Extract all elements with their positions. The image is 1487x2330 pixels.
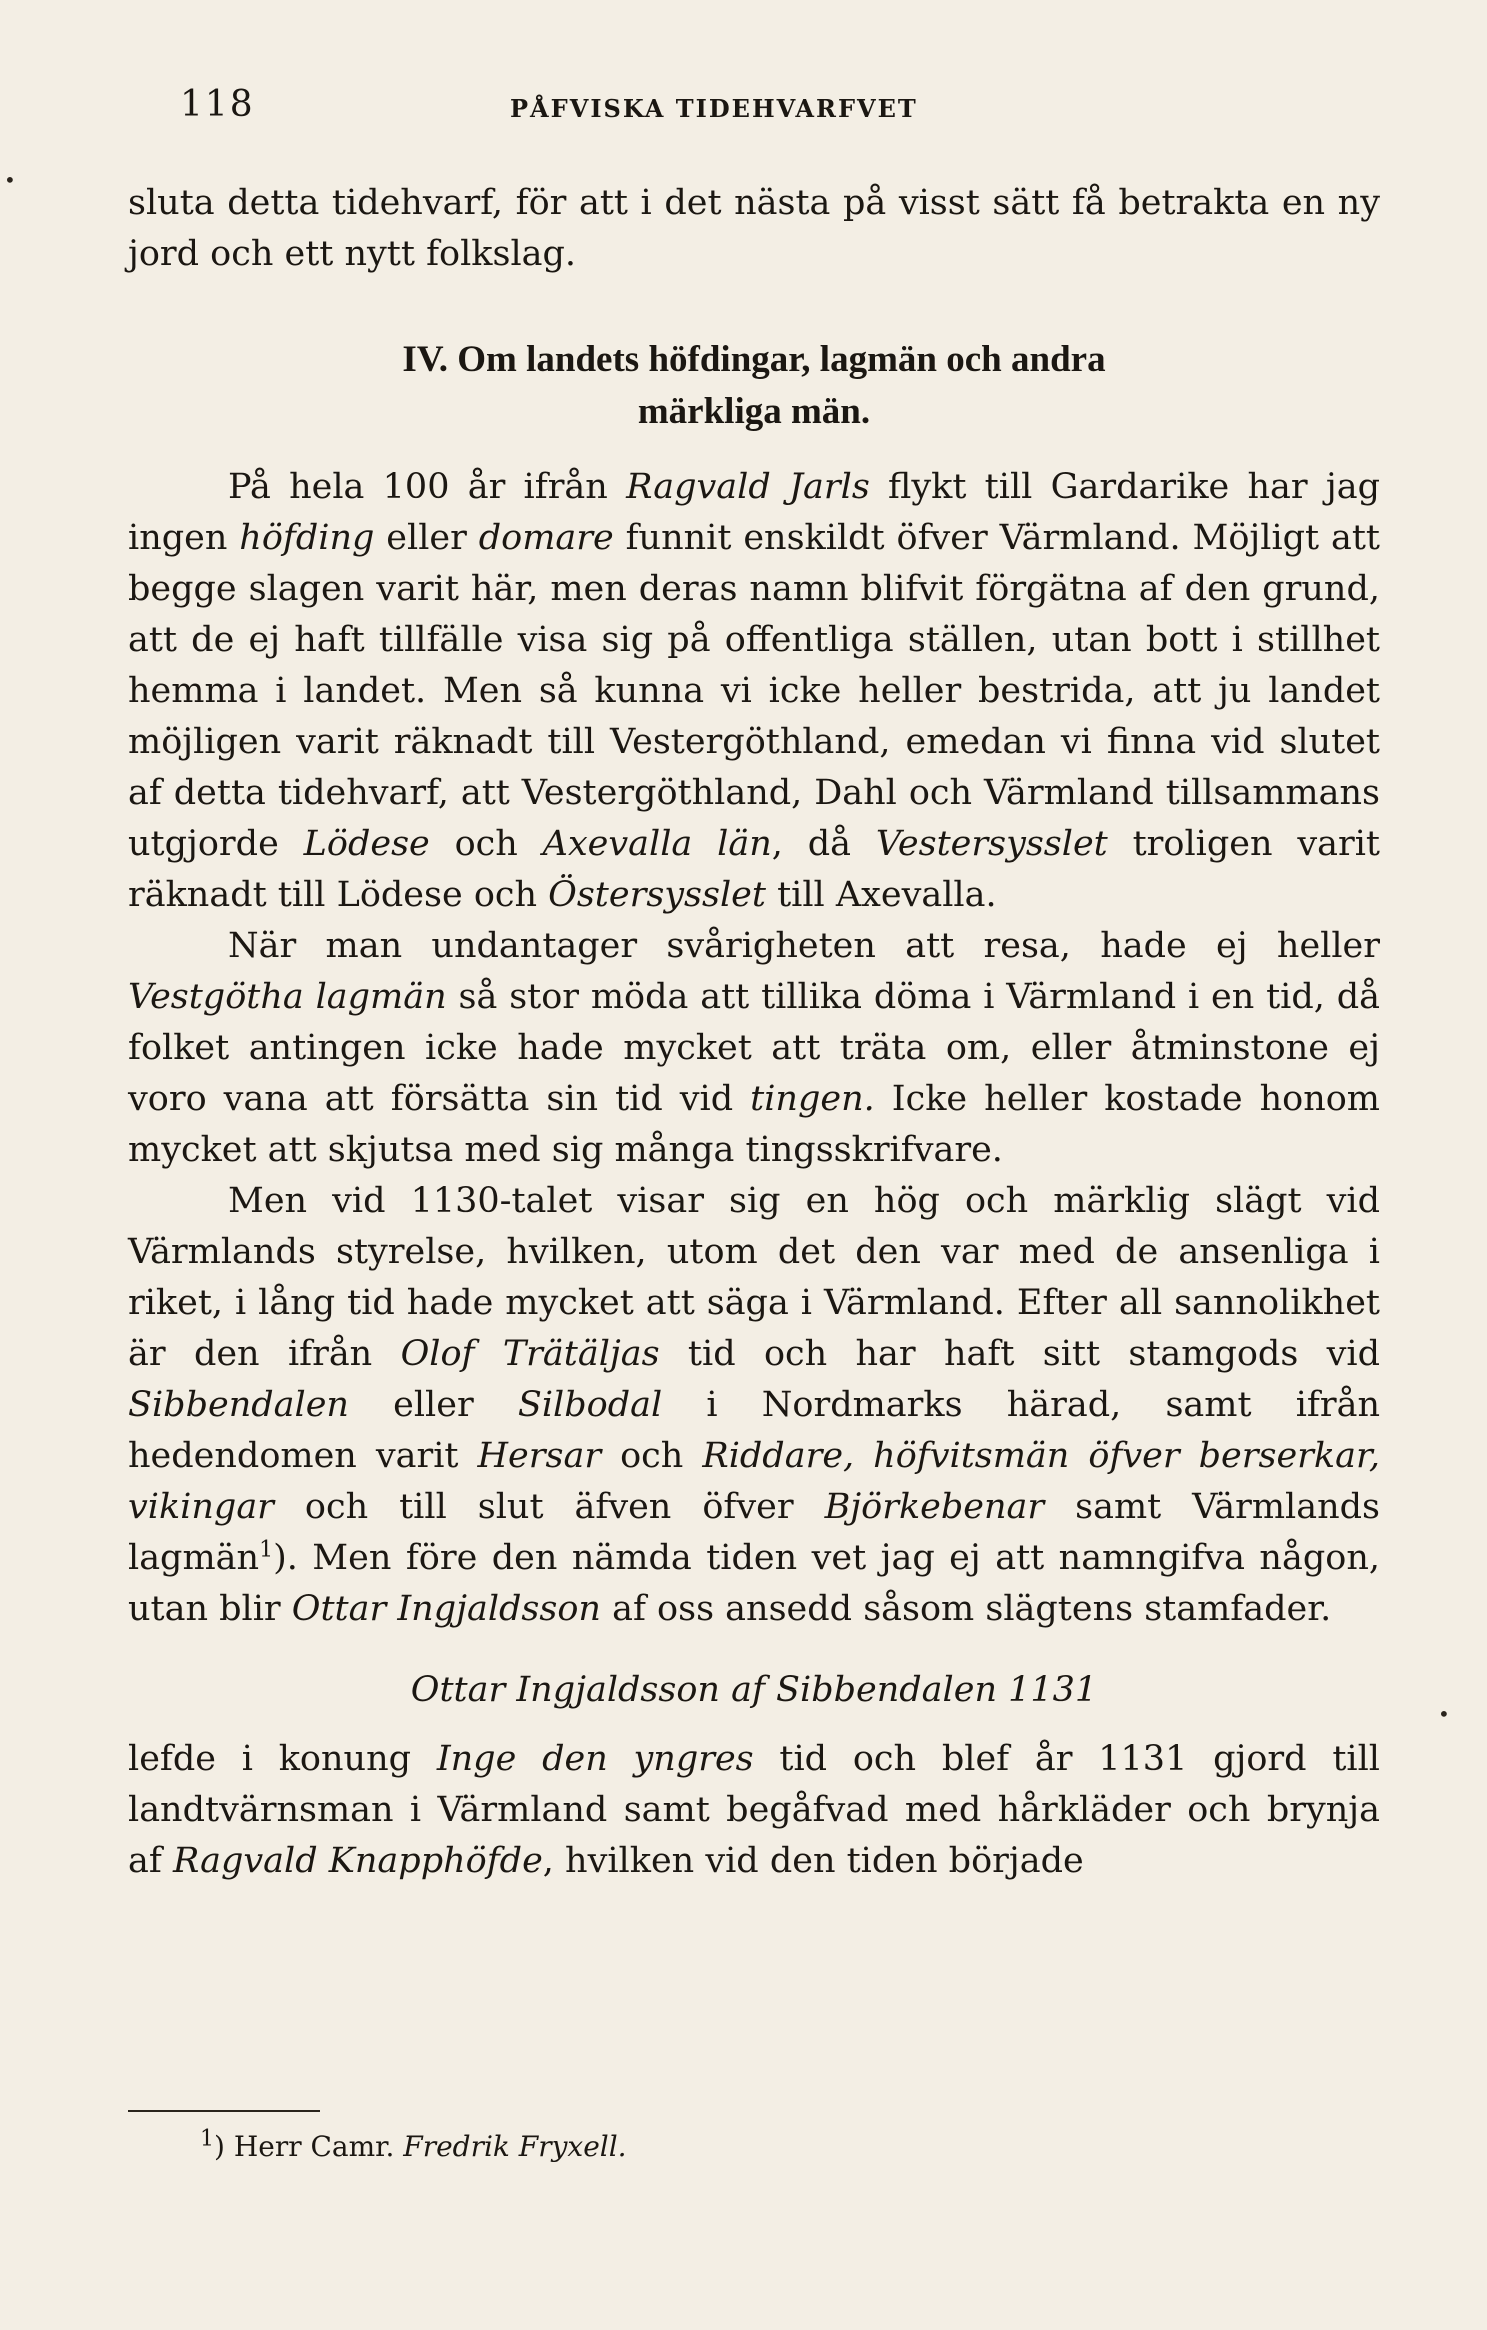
section-title-line-1: IV. Om landets höfdingar, lagmän och andra <box>402 339 1106 380</box>
text-run: och till slut äfven öfver <box>273 1487 825 1527</box>
italic-run: Östersysslet <box>548 875 766 915</box>
paragraph-1 <box>128 462 1380 921</box>
paragraph-3 <box>128 1176 1380 1635</box>
footnote-marker: 1 <box>200 2126 214 2152</box>
italic-run: Vestgötha lagmän <box>128 977 447 1017</box>
text-run: , då <box>771 824 876 864</box>
paragraph-2 <box>128 921 1380 1176</box>
running-head: PÅFVISKA TIDEHVARFVET <box>510 94 918 123</box>
page-speck: • <box>1438 1702 1450 1726</box>
text-run: till Axevalla. <box>765 875 997 915</box>
italic-run: Ottar Ingjaldsson <box>291 1589 601 1629</box>
text-run: så stor möda att tillika döma i Värmland i en tid, då folket antingen icke hade mycket att träta om, eller åtminstone ej voro vana att försätta sin tid vid <box>128 977 1380 1119</box>
text-run: Icke heller kostade honom mycket att skjutsa med sig många tingsskrifvare. <box>128 1079 1380 1170</box>
text-run: eller <box>348 1385 518 1425</box>
italic-run: Ragvald Knapphöfde <box>172 1841 543 1881</box>
italic-run: domare <box>478 518 614 558</box>
section-title-line-2: märkliga män. <box>637 391 871 432</box>
text-run: troligen varit räknadt till Lödese och <box>128 824 1380 915</box>
text-run: tid och blef år 1131 gjord till landtvärnsman i Värmland samt begåfvad med hårkläder och brynja af <box>128 1739 1380 1881</box>
text-run: När man undantager svårigheten att resa, hade ej heller <box>228 926 1380 966</box>
italic-run: Hersar <box>477 1436 602 1476</box>
page-body <box>128 178 1380 1887</box>
text-run: af oss ansedd såsom slägtens stamfader. <box>600 1589 1332 1629</box>
page-number: 118 <box>180 84 255 125</box>
section-title <box>188 334 1320 438</box>
italic-run: Sibbendalen <box>128 1385 349 1425</box>
footnote <box>200 2126 627 2163</box>
page-speck: • <box>4 168 16 192</box>
text-run: , hvilken vid den tiden började <box>542 1841 1084 1881</box>
footnote-divider <box>128 2110 320 2112</box>
text-run: funnit enskildt öfver Värmland. Möjligt att begge slagen varit här, men deras namn blifvit förgätna af den grund, att de ej haft tillfälle visa sig på offentliga ställen, utan bott i stillhet hemma i landet. Men så kunna vi icke heller bestrida, att ju landet möjligen varit räknadt till Vestergöthland, emedan vi finna vid slutet af detta tidehvarf, att Vestergöthland, Dahl och Värmland tillsammans utgjorde <box>128 518 1380 864</box>
text-run: i Nordmarks härad, samt ifrån hedendomen varit <box>128 1385 1381 1476</box>
text-run: eller <box>374 518 479 558</box>
italic-run: Riddare, höfvitsmän öfver berserkar, vikingar <box>128 1436 1380 1527</box>
italic-run: höfding <box>239 518 375 558</box>
italic-run: Vestersysslet <box>875 824 1108 864</box>
text-run: och <box>429 824 543 864</box>
text-run: lefde i konung <box>128 1739 437 1779</box>
italic-run: Björkebenar <box>824 1487 1045 1527</box>
text-run: ) Herr Camr. <box>214 2130 404 2163</box>
subheading: Ottar Ingjaldsson af Sibbendalen 1131 <box>410 1670 1098 1710</box>
italic-run: Inge den yngres <box>436 1739 754 1779</box>
text-run: och <box>601 1436 703 1476</box>
italic-run: Lödese <box>303 824 430 864</box>
italic-run: Axevalla län <box>542 824 772 864</box>
paragraph-continuation: sluta detta tidehvarf, för att i det nästa på visst sätt få betrakta en ny jord och ett nytt folkslag. <box>128 183 1380 274</box>
footnote-reference[interactable]: 1 <box>259 1537 274 1563</box>
italic-run: Olof Trätäljas <box>400 1334 660 1374</box>
text-run: samt Värmlands lagmän <box>128 1487 1380 1578</box>
italic-run: Silbodal <box>517 1385 663 1425</box>
italic-run: Fredrik Fryxell. <box>403 2130 627 2163</box>
page-header <box>180 84 1320 134</box>
text-run: ). Men före den nämda tiden vet jag ej att namngifva någon, utan blir <box>128 1538 1380 1629</box>
italic-run: Ragvald Jarls <box>626 467 870 507</box>
text-run: flykt till Gardarike har jag ingen <box>128 467 1381 558</box>
paragraph-4 <box>128 1734 1380 1887</box>
text-run: tid och har haft sitt stamgods vid <box>659 1334 1381 1374</box>
italic-run: tingen. <box>750 1079 875 1119</box>
text-run: Men vid 1130-talet visar sig en hög och märklig slägt vid Värmlands styrelse, hvilken, utom det den var med de ansenliga i riket, i lång tid hade mycket att säga i Värmland. Efter all sannolikhet är den ifrån <box>128 1181 1380 1374</box>
text-run: På hela 100 år ifrån <box>228 467 627 507</box>
